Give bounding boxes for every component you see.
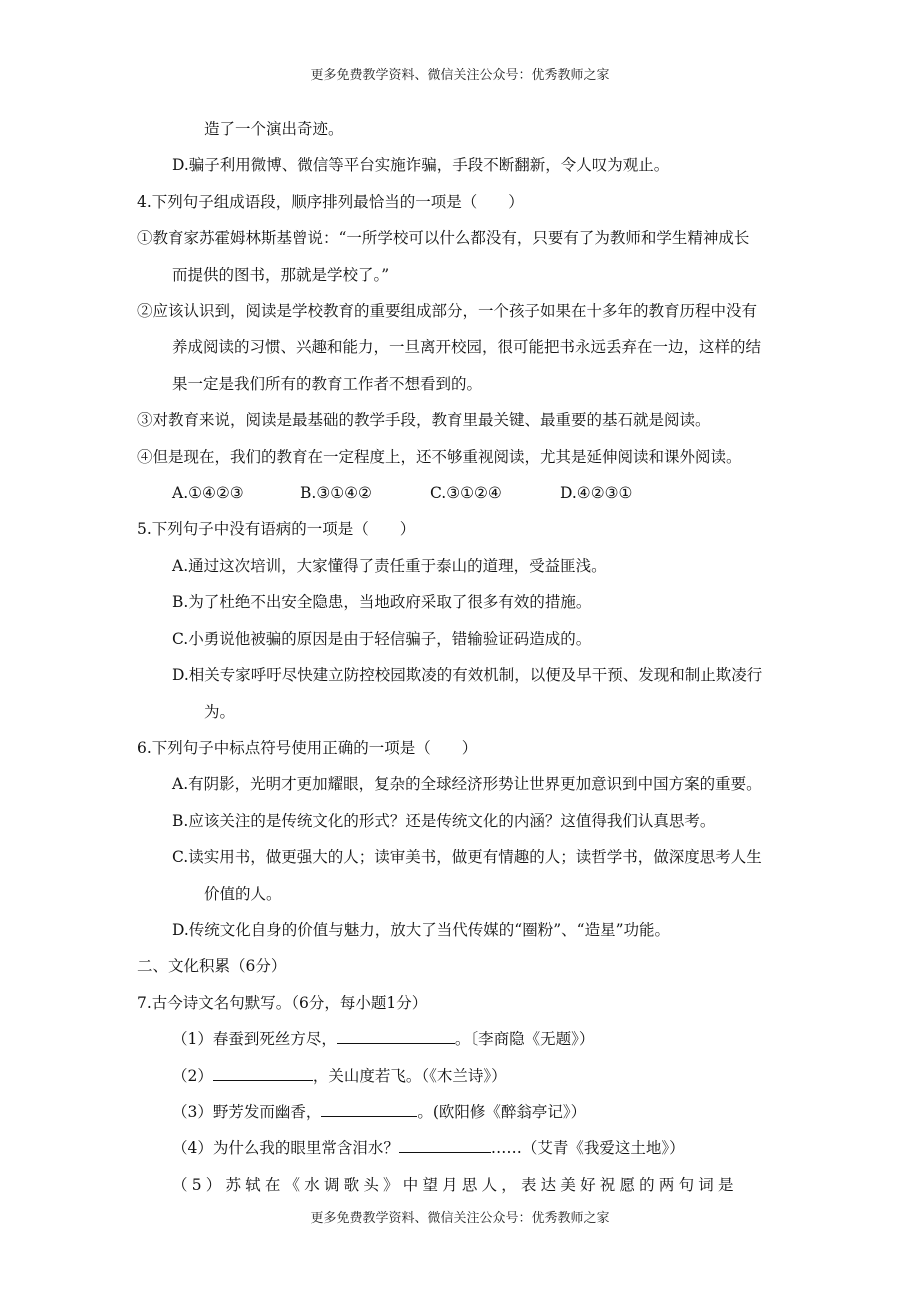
section-2-heading: 二、文化积累（6分） — [137, 957, 287, 976]
q7-item-2 — [137, 1058, 783, 1094]
q4-sentence-1: ①教育家苏霍姆林斯基曾说：“一所学校可以什么都没有，只要有了为教师和学生精神成长 — [137, 229, 750, 248]
q4-option-b: B.③①④② — [300, 484, 372, 503]
q7-2-answer-blank[interactable] — [213, 1066, 313, 1081]
q4-sentence-2-cont: 养成阅读的习惯、兴趣和能力，一旦离开校园，很可能把书永远丢弃在一边，这样的结 — [172, 338, 762, 357]
q3-option-d: D.骗子利用微博、微信等平台实施诈骗，手段不断翻新，令人叹为观止。 — [172, 156, 670, 175]
page-header: 更多免费教学资料、微信关注公众号：优秀教师之家 — [310, 68, 610, 83]
document-body — [137, 111, 783, 1203]
q4-sentence-1-cont: 而提供的图书，那就是学校了。” — [172, 265, 390, 284]
question-4-stem: 4.下列句子组成语段，顺序排列最恰当的一项是（ ） — [137, 192, 524, 211]
q6-option-c: C.读实用书，做更强大的人；读审美书，做更有情趣的人；读哲学书，做深度思考人生 — [172, 848, 762, 867]
q7-1-prompt: （1）春蚕到死丝方尽， — [172, 1030, 337, 1049]
q5-option-d-cont: 为。 — [204, 702, 236, 721]
q7-2-number: （2） — [172, 1066, 213, 1085]
q4-sentence-3: ③对教育来说，阅读是最基础的教学手段，教育里最关键、最重要的基石就是阅读。 — [137, 411, 711, 430]
q7-item-5: （5）苏轼在《水调歌头》中望月思人，表达美好祝愿的两句词是 — [172, 1175, 738, 1194]
q7-3-answer-blank[interactable] — [321, 1102, 417, 1117]
q6-option-d: D.传统文化自身的价值与魅力，放大了当代传媒的“圈粉”、“造星”功能。 — [172, 920, 671, 939]
q7-item-4 — [137, 1130, 783, 1166]
q7-3-source: 。(欧阳修《醉翁亭记》） — [417, 1102, 587, 1121]
q7-3-prompt: （3）野芳发而幽香， — [172, 1102, 322, 1121]
q6-option-a: A.有阴影，光明才更加耀眼，复杂的全球经济形势让世界更加意识到中国方案的重要。 — [172, 775, 762, 794]
q6-option-c-cont: 价值的人。 — [204, 884, 282, 903]
q4-sentence-2: ②应该认识到，阅读是学校教育的重要组成部分，一个孩子如果在十多年的教育历程中没有 — [137, 302, 758, 321]
q7-1-answer-blank[interactable] — [337, 1029, 455, 1044]
q4-option-c: C.③①②④ — [430, 484, 502, 503]
q5-option-a: A.通过这次培训，大家懂得了责任重于泰山的道理，受益匪浅。 — [172, 556, 607, 575]
page-footer: 更多免费教学资料、微信关注公众号：优秀教师之家 — [310, 1211, 610, 1226]
q7-item-1 — [137, 1021, 783, 1057]
q4-sentence-4: ④但是现在，我们的教育在一定程度上，还不够重视阅读，尤其是延伸阅读和课外阅读。 — [137, 447, 742, 466]
q5-option-b: B.为了杜绝不出安全隐患，当地政府采取了很多有效的措施。 — [172, 593, 592, 612]
q3-option-c-continuation: 造了一个演出奇迹。 — [204, 120, 344, 138]
q7-4-answer-blank[interactable] — [399, 1138, 491, 1153]
q4-sentence-2-cont2: 果一定是我们所有的教育工作者不想看到的。 — [172, 374, 483, 393]
q7-1-source: 。〔李商隐《无题》） — [454, 1030, 595, 1049]
q7-4-source: ……（艾青《我爱这土地》） — [490, 1139, 685, 1158]
q6-option-b: B.应该关注的是传统文化的形式？还是传统文化的内涵？这值得我们认真思考。 — [172, 811, 716, 830]
question-6-stem: 6.下列句子中标点符号使用正确的一项是（ ） — [137, 738, 478, 757]
q4-option-a: A.①④②③ — [172, 484, 244, 503]
q5-option-c: C.小勇说他被骗的原因是由于轻信骗子，错输验证码造成的。 — [172, 629, 592, 648]
q7-2-text: ，关山度若飞。（《木兰诗》） — [312, 1066, 507, 1085]
question-5-stem: 5.下列句子中没有语病的一项是（ ） — [137, 520, 416, 539]
q5-option-d: D.相关专家呼吁尽快建立防控校园欺凌的有效机制，以便及早干预、发现和制止欺凌行 — [172, 666, 763, 685]
q4-options — [137, 475, 783, 511]
q7-4-prompt: （4）为什么我的眼里常含泪水？ — [172, 1139, 399, 1158]
q4-option-d: D.④②③① — [560, 484, 633, 503]
question-7-stem: 7.古今诗文名句默写。（6分，每小题1分） — [137, 993, 428, 1012]
q7-item-3 — [137, 1094, 783, 1130]
